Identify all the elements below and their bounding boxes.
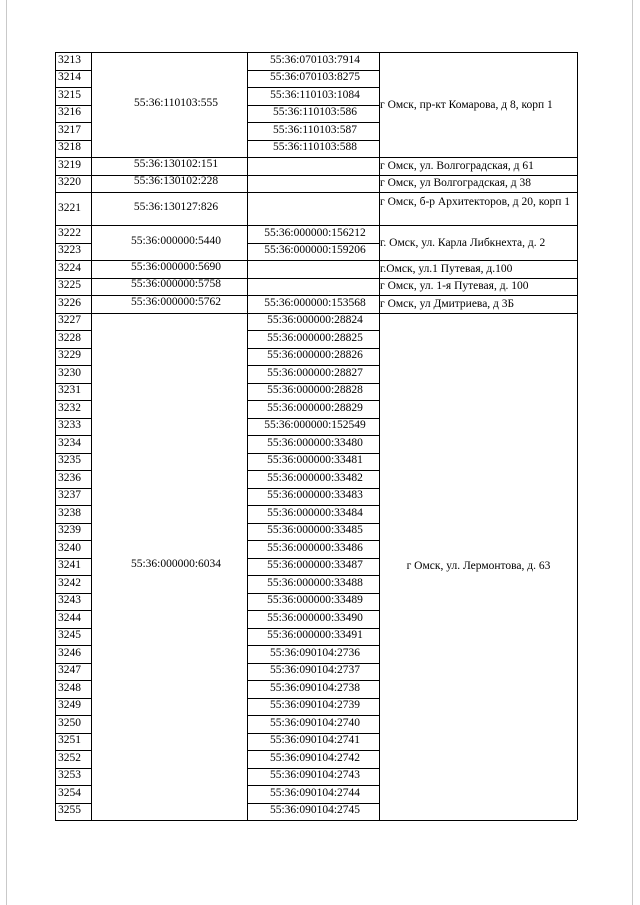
row-rule-num (55, 785, 91, 786)
cadastral-number: 55:36:000000:6034 (130, 558, 222, 571)
row-rule-num (55, 52, 91, 53)
row-rule-num (55, 87, 91, 88)
row-number: 3217 (58, 123, 81, 136)
sub-object-number: 55:36:000000:33481 (267, 454, 363, 467)
column-rule (55, 52, 56, 820)
row-number: 3253 (58, 769, 81, 782)
group-rule (379, 52, 577, 53)
sub-object-number: 55:36:090104:2738 (269, 681, 361, 694)
group-rule (91, 820, 247, 821)
registry-table (55, 52, 577, 825)
sub-object-number: 55:36:090104:2743 (269, 769, 361, 782)
cadastral-number: 55:36:130102:151 (133, 157, 219, 170)
row-rule-num (55, 575, 91, 576)
address: г.Омск, ул.1 Путевая, д.100 (380, 262, 513, 275)
row-number: 3225 (58, 279, 81, 292)
row-number: 3219 (58, 158, 81, 171)
row-number: 3238 (58, 506, 81, 519)
row-rule-num (55, 680, 91, 681)
row-rule-sub (247, 365, 379, 366)
sub-object-number: 55:36:090104:2739 (269, 699, 361, 712)
row-rule-sub (247, 278, 379, 279)
sub-object-number: 55:36:000000:28824 (267, 314, 363, 327)
cadastral-number: 55:36:000000:5762 (130, 295, 222, 308)
row-rule-sub (247, 87, 379, 88)
row-rule-num (55, 610, 91, 611)
sub-object-number: 55:36:000000:33480 (267, 436, 363, 449)
group-rule (91, 225, 247, 226)
sub-object-number: 55:36:000000:28825 (267, 331, 363, 344)
row-rule-sub (247, 260, 379, 261)
row-number: 3254 (58, 786, 81, 799)
address: г Омск, пр-кт Комарова, д 8, корп 1 (380, 98, 553, 111)
row-rule-sub (247, 715, 379, 716)
row-number: 3236 (58, 471, 81, 484)
sub-object-number: 55:36:110103:588 (273, 141, 357, 154)
cadastral-number: 55:36:130127:826 (133, 200, 219, 213)
sub-object-number: 55:36:000000:33490 (267, 611, 363, 624)
address: г Омск, ул Волгоградская, д 38 (380, 177, 531, 190)
sub-object-number: 55:36:090104:2742 (269, 751, 361, 764)
scan-edge-left (6, 0, 7, 905)
row-rule-num (55, 122, 91, 123)
sub-object-number: 55:36:000000:33488 (267, 576, 363, 589)
sub-object-number: 55:36:110103:1084 (270, 88, 360, 101)
row-number: 3241 (58, 559, 81, 572)
sub-object-number: 55:36:090104:2744 (269, 786, 361, 799)
row-number: 3232 (58, 401, 81, 414)
row-rule-num (55, 435, 91, 436)
row-number: 3231 (58, 384, 81, 397)
row-rule-num (55, 470, 91, 471)
row-number: 3230 (58, 366, 81, 379)
row-rule-num (55, 330, 91, 331)
sub-object-number: 55:36:000000:28828 (267, 384, 363, 397)
sub-object-number: 55:36:090104:2737 (269, 664, 361, 677)
row-rule-sub (247, 785, 379, 786)
address: г Омск, ул. Лермонтова, д. 63 (406, 560, 551, 573)
row-number: 3221 (58, 201, 81, 214)
row-number: 3239 (58, 524, 81, 537)
cadastral-number: 55:36:130102:228 (133, 175, 219, 188)
row-number: 3233 (58, 419, 81, 432)
row-rule-num (55, 192, 91, 193)
scan-edge-right (632, 0, 633, 905)
row-number: 3248 (58, 681, 81, 694)
group-rule (91, 313, 247, 314)
row-number: 3224 (58, 261, 81, 274)
row-rule-num (55, 505, 91, 506)
row-rule-sub (247, 157, 379, 158)
row-rule-sub (247, 610, 379, 611)
sub-object-number: 55:36:000000:33491 (267, 629, 363, 642)
address: г Омск, ул. Волгоградская, д 61 (380, 159, 534, 172)
row-number: 3247 (58, 664, 81, 677)
row-rule-num (55, 750, 91, 751)
row-rule-sub (247, 680, 379, 681)
row-rule-sub (247, 330, 379, 331)
row-number: 3234 (58, 436, 81, 449)
sub-object-number: 55:36:000000:28829 (267, 401, 363, 414)
row-rule-sub (247, 225, 379, 226)
sub-object-number: 55:36:000000:28827 (267, 366, 363, 379)
sub-object-number: 55:36:000000:28826 (267, 349, 363, 362)
cadastral-number: 55:36:000000:5440 (130, 234, 222, 247)
address: г Омск, б-р Архитекторов, д 20, корп 1 (380, 196, 571, 208)
sub-object-number: 55:36:070103:7914 (269, 53, 361, 66)
group-rule (379, 820, 577, 821)
sub-object-number: 55:36:090104:2745 (269, 804, 361, 817)
row-rule-sub (247, 505, 379, 506)
row-number: 3213 (58, 53, 81, 66)
row-rule-sub (247, 540, 379, 541)
row-number: 3251 (58, 734, 81, 747)
row-rule-num (55, 820, 91, 821)
row-number: 3215 (58, 88, 81, 101)
row-number: 3242 (58, 576, 81, 589)
sub-object-number: 55:36:070103:8275 (269, 71, 361, 84)
row-number: 3252 (58, 751, 81, 764)
row-number: 3229 (58, 349, 81, 362)
column-rule (91, 52, 92, 820)
sub-object-number: 55:36:000000:33484 (267, 506, 363, 519)
address: г Омск, ул Дмитриева, д 3Б (380, 297, 515, 310)
row-number: 3235 (58, 454, 81, 467)
sub-object-number: 55:36:110103:586 (273, 106, 357, 119)
row-rule-num (55, 260, 91, 261)
sub-object-number: 55:36:000000:153568 (264, 296, 366, 309)
row-number: 3245 (58, 629, 81, 642)
row-number: 3250 (58, 716, 81, 729)
cadastral-number: 55:36:000000:5690 (130, 260, 222, 273)
sub-object-number: 55:36:000000:33482 (267, 471, 363, 484)
sub-object-number: 55:36:000000:33483 (267, 489, 363, 502)
sub-object-number: 55:36:000000:156212 (264, 226, 366, 239)
sub-object-number: 55:36:000000:33489 (267, 594, 363, 607)
row-rule-sub (247, 820, 379, 821)
row-rule-num (55, 540, 91, 541)
sub-object-number: 55:36:090104:2741 (269, 734, 361, 747)
row-number: 3244 (58, 611, 81, 624)
row-number: 3237 (58, 489, 81, 502)
row-rule-sub (247, 750, 379, 751)
sub-object-number: 55:36:090104:2740 (269, 716, 361, 729)
row-number: 3222 (58, 226, 81, 239)
row-number: 3240 (58, 541, 81, 554)
sub-object-number: 55:36:000000:159206 (264, 244, 366, 257)
row-number: 3220 (58, 176, 81, 189)
group-rule (379, 192, 577, 193)
row-rule-sub (247, 645, 379, 646)
row-rule-num (55, 295, 91, 296)
row-number: 3243 (58, 594, 81, 607)
row-rule-sub (247, 175, 379, 176)
row-rule-sub (247, 435, 379, 436)
cadastral-number: 55:36:110103:555 (134, 96, 218, 109)
group-rule (379, 313, 577, 314)
row-rule-sub (247, 400, 379, 401)
row-number: 3214 (58, 71, 81, 84)
row-number: 3228 (58, 331, 81, 344)
row-rule-sub (247, 192, 379, 193)
row-number: 3227 (58, 314, 81, 327)
sub-object-number: 55:36:000000:33485 (267, 524, 363, 537)
group-rule (91, 192, 247, 193)
sub-object-number: 55:36:000000:33487 (267, 559, 363, 572)
address: г. Омск, ул. Карла Либкнехта, д. 2 (380, 236, 546, 249)
row-number: 3255 (58, 804, 81, 817)
row-number: 3216 (58, 106, 81, 119)
row-rule-num (55, 400, 91, 401)
row-rule-sub (247, 52, 379, 53)
sub-object-number: 55:36:000000:152549 (264, 419, 366, 432)
sub-object-number: 55:36:110103:587 (273, 123, 357, 136)
column-rule (577, 52, 578, 820)
sub-object-number: 55:36:000000:33486 (267, 541, 363, 554)
row-rule-sub (247, 122, 379, 123)
row-rule-num (55, 365, 91, 366)
row-number: 3226 (58, 296, 81, 309)
row-rule-sub (247, 470, 379, 471)
row-rule-num (55, 715, 91, 716)
row-number: 3223 (58, 244, 81, 257)
row-rule-sub (247, 295, 379, 296)
sub-object-number: 55:36:090104:2736 (269, 646, 361, 659)
row-rule-num (55, 225, 91, 226)
row-rule-num (55, 645, 91, 646)
group-rule (379, 225, 577, 226)
group-rule (91, 52, 247, 53)
row-number: 3249 (58, 699, 81, 712)
row-number: 3246 (58, 646, 81, 659)
cadastral-number: 55:36:000000:5758 (130, 278, 222, 291)
row-rule-num (55, 157, 91, 158)
row-number: 3218 (58, 141, 81, 154)
address: г Омск, ул. 1-я Путевая, д. 100 (380, 280, 529, 293)
row-rule-sub (247, 575, 379, 576)
